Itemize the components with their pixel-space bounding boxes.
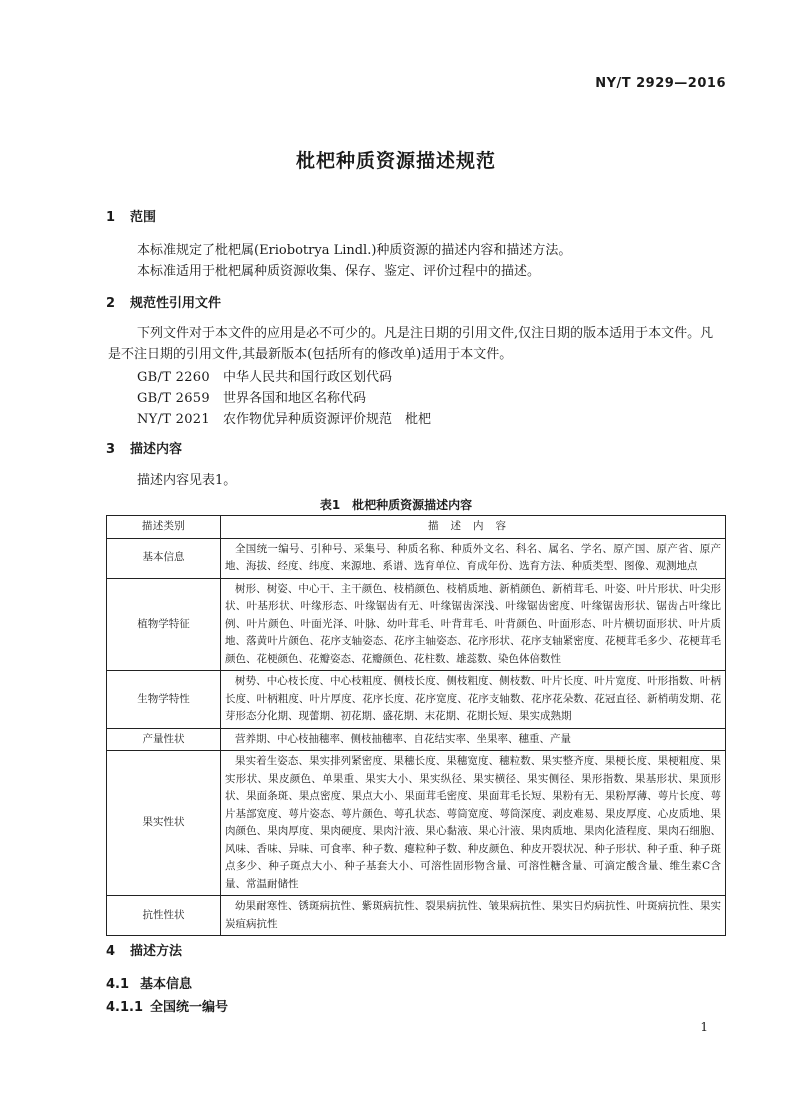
header-category: 描述类别: [107, 516, 221, 539]
content-cell: 全国统一编号、引种号、采集号、种质名称、种质外文名、科名、属名、学名、原产国、原产省、原产地、海拔、经度、纬度、来源地、系谱、选育单位、育成年份、选育方法、种质类型、图像、观测地点: [221, 538, 726, 578]
table-caption: 表1 枇杷种质资源描述内容: [319, 498, 473, 512]
description-table: [106, 515, 726, 936]
reference-name: 中华人民共和国行政区划代码: [223, 370, 393, 385]
table-header-row: [107, 516, 726, 539]
section-number: 2: [106, 296, 116, 311]
paragraph: 下列文件对于本文件的应用是必不可少的。凡是注日期的引用文件,仅注日期的版本适用于本文件。凡是不注日期的引用文件,其最新版本(包括所有的修改单)适用于本文件。: [108, 326, 714, 362]
subsubsection-title: 全国统一编号: [150, 1000, 229, 1015]
category-cell: 抗性性状: [107, 896, 221, 936]
page-number: 1: [700, 1020, 708, 1034]
subsection-heading: [106, 973, 192, 992]
category-cell: 产量性状: [107, 728, 221, 751]
content-cell: 树势、中心枝长度、中心枝粗度、侧枝长度、侧枝粗度、侧枝数、叶片长度、叶片宽度、叶形指数、叶柄长度、叶柄粗度、叶片厚度、花序长度、花序宽度、花序支轴数、花序花朵数、花冠直径、新梢萌发期、花芽形态分化期、现蕾期、初花期、盛花期、末花期、花期长短、果实成熟期: [221, 671, 726, 729]
section-title: 描述内容: [130, 442, 183, 457]
section-number: 3: [106, 442, 116, 457]
reference-item: [137, 408, 431, 427]
reference-name: 世界各国和地区名称代码: [223, 391, 367, 406]
reference-code: GB/T 2260: [137, 370, 210, 385]
content-cell: 果实着生姿态、果实排列紧密度、果穗长度、果穗宽度、穗粒数、果实整齐度、果梗长度、果梗粗度、果实形状、果皮颜色、单果重、果实大小、果实纵径、果实横径、果实侧径、果形指数、果基形状、果顶形状、果面条斑、果点密度、果点大小、果面茸毛密度、果面茸毛长短、果粉有无、果粉厚薄、萼片长度、萼片基部宽度、萼片姿态、萼片颜色、萼孔状态、萼筒宽度、萼筒深度、剥皮难易、果皮厚度、心皮质地、果肉颜色、果肉厚度、果肉硬度、果肉汁液、果心黏液、果心汁液、果肉质地、果肉化渣程度、果肉石细胞、风味、香味、异味、可食率、种子数、瘪粒种子数、种皮颜色、种皮开裂状况、种子形状、种子重、种子斑点多少、种子斑点大小、种子基套大小、可溶性固形物含量、可溶性糖含量、可滴定酸含量、维生素C含量、常温耐储性: [221, 751, 726, 896]
paragraph: 本标准适用于枇杷属种质资源收集、保存、鉴定、评价过程中的描述。: [137, 264, 541, 279]
section-2-heading: [106, 292, 221, 311]
category-cell: 果实性状: [107, 751, 221, 896]
section-number: 1: [106, 210, 116, 225]
reference-item: [137, 366, 392, 385]
subsection-title: 基本信息: [140, 977, 193, 992]
category-cell: 植物学特征: [107, 578, 221, 671]
category-cell: 基本信息: [107, 538, 221, 578]
section-1-heading: [106, 206, 156, 225]
section-3-heading: [106, 438, 182, 457]
section-title: 规范性引用文件: [130, 296, 222, 311]
section-title: 范围: [130, 210, 157, 225]
paragraph: 本标准规定了枇杷属(Eriobotrya Lindl.)种质资源的描述内容和描述方法。: [137, 243, 572, 258]
table-row: [107, 728, 726, 751]
subsection-number: 4.1: [106, 977, 130, 992]
subsubsection-heading: [106, 996, 228, 1015]
table-row: [107, 578, 726, 671]
content-cell: 树形、树姿、中心干、主干颜色、枝梢颜色、枝梢质地、新梢颜色、新梢茸毛、叶姿、叶片形状、叶尖形状、叶基形状、叶缘形态、叶缘锯齿有无、叶缘锯齿深浅、叶缘锯齿密度、叶缘锯齿形状、锯齿占叶缘比例、叶片颜色、叶面光泽、叶脉、幼叶茸毛、叶背茸毛、叶背颜色、叶面形态、叶片横切面形状、叶片质地、落黄叶片颜色、花序支轴姿态、花序主轴姿态、花序形状、花序支轴紧密度、花梗茸毛多少、花梗茸毛颜色、花梗颜色、花瓣姿态、花瓣颜色、花柱数、雄蕊数、染色体倍数性: [221, 578, 726, 671]
reference-code: GB/T 2659: [137, 391, 210, 406]
category-cell: 生物学特性: [107, 671, 221, 729]
section-4-heading: [106, 940, 182, 959]
content-cell: 幼果耐寒性、锈斑病抗性、紫斑病抗性、裂果病抗性、皱果病抗性、果实日灼病抗性、叶斑病抗性、果实炭疽病抗性: [221, 896, 726, 936]
table-row: [107, 751, 726, 896]
paragraph: 描述内容见表1。: [137, 473, 237, 488]
section-number: 4: [106, 944, 116, 959]
document-title: 枇杷种质资源描述规范: [295, 150, 496, 172]
table-row: [107, 538, 726, 578]
reference-item: [137, 387, 366, 406]
subsubsection-number: 4.1.1: [106, 1000, 144, 1015]
reference-code: NY/T 2021: [137, 412, 210, 427]
header-content: 描述内容: [221, 516, 726, 539]
table-row: [107, 671, 726, 729]
standard-code: NY/T 2929—2016: [595, 76, 726, 91]
reference-name: 农作物优异种质资源评价规范 枇杷: [223, 412, 432, 427]
section-title: 描述方法: [130, 944, 183, 959]
content-cell: 营养期、中心枝抽穗率、侧枝抽穗率、自花结实率、坐果率、穗重、产量: [221, 728, 726, 751]
table-row: [107, 896, 726, 936]
